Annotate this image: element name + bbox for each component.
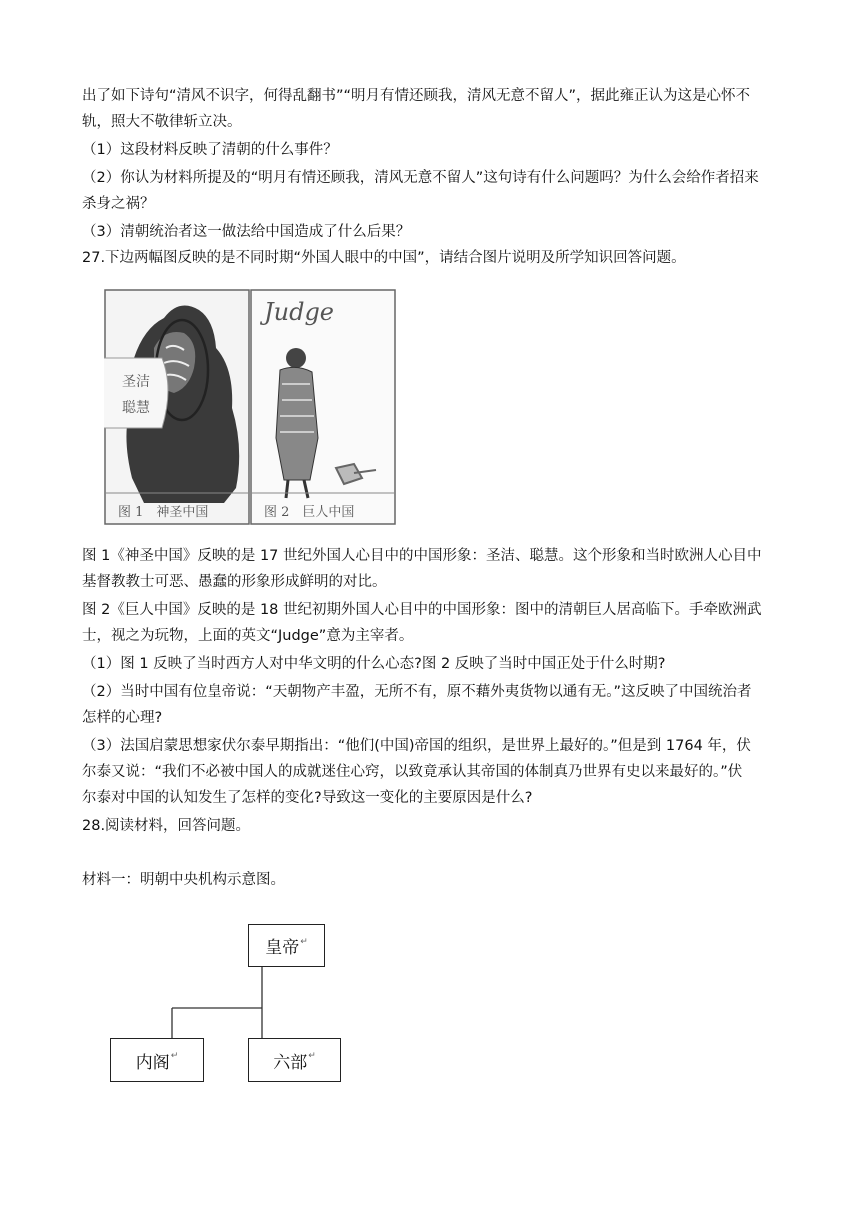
subquestion-3-cont: 尔泰又说：“我们不必被中国人的成就迷住心窍，以致竟承认其帝国的体制真乃世界有史以来最好的。”伏 <box>82 764 743 780</box>
heading-27: 27.下边两幅图反映的是不同时期“外国人眼中的中国”，请结合图片说明及所学知识回答问题。 <box>82 250 686 266</box>
panel-2-leg <box>286 480 288 498</box>
text-line: 轨，照大不敬律斩立决。 <box>82 114 242 130</box>
org-box-cabinet-label: 内阁 <box>135 1052 170 1073</box>
question-2: （2）你认为材料所提及的“明月有情还顾我，清风无意不留人”这句诗有什么问题吗？为什么会给作者招来 <box>82 170 759 186</box>
figure-1-description: 图 1《神圣中国》反映的是 17 世纪外国人心目中的中国形象：圣洁、聪慧。这个形象和当时欧洲人心目中 <box>82 548 762 564</box>
heading-28: 28.阅读材料，回答问题。 <box>82 818 251 834</box>
subquestion-3-cont: 尔泰对中国的认知发生了怎样的变化?导致这一变化的主要原因是什么? <box>82 790 533 806</box>
org-box-emperor-label: 皇帝 <box>265 938 300 958</box>
org-box-six-ministries-label: 六部 <box>273 1052 308 1073</box>
subquestion-3: （3）法国启蒙思想家伏尔泰早期指出：“他们(中国)帝国的组织，是世界上最好的。”但是到 1764 年，伏 <box>82 738 751 754</box>
text-line: 出了如下诗句“清风不识字，何得乱翻书”“明月有情还顾我，清风无意不留人”，据此雍正认为这是心怀不 <box>82 88 751 104</box>
figure-2-description-cont: 士，视之为玩物，上面的英文“Judge”意为主宰者。 <box>82 628 414 644</box>
org-box-six-ministries <box>248 1038 341 1082</box>
illustration-figure <box>104 288 396 526</box>
org-box-emperor <box>248 924 325 967</box>
question-1: （1）这段材料反映了清朝的什么事件？ <box>82 142 338 158</box>
return-mark-icon: ↵ <box>300 937 308 947</box>
return-mark-icon: ↵ <box>308 1051 316 1061</box>
label-conghui: 聪慧 <box>122 400 150 416</box>
material-1-label: 材料一：明朝中央机构示意图。 <box>82 872 285 888</box>
return-mark-icon: ↵ <box>170 1051 179 1061</box>
subquestion-2-cont: 怎样的心理? <box>82 710 163 726</box>
figure-2-description: 图 2《巨人中国》反映的是 18 世纪初期外国人心目中的中国形象：图中的清朝巨人居高临下。手牵欧洲武 <box>82 602 762 618</box>
question-2-cont: 杀身之祸？ <box>82 196 155 212</box>
panel-1-label-bg <box>104 358 168 428</box>
question-3: （3）清朝统治者这一做法给中国造成了什么后果？ <box>82 224 411 240</box>
caption-figure-1: 图 1 神圣中国 <box>118 505 209 520</box>
label-shengjie: 圣洁 <box>122 374 150 390</box>
subquestion-1: （1）图 1 反映了当时西方人对中华文明的什么心态?图 2 反映了当时中国正处于什么时期? <box>82 656 666 672</box>
panel-2-head <box>286 348 306 368</box>
subquestion-2: （2）当时中国有位皇帝说：“天朝物产丰盈，无所不有，原不藉外夷货物以通有无。”这反映了中国统治者 <box>82 684 752 700</box>
judge-text: Judge <box>264 298 335 326</box>
org-box-cabinet <box>110 1038 204 1082</box>
figure-1-description-cont: 基督教教士可恶、愚蠢的形象形成鲜明的对比。 <box>82 574 387 590</box>
illustration-svg <box>104 288 396 526</box>
caption-figure-2: 图 2 巨人中国 <box>264 505 355 520</box>
